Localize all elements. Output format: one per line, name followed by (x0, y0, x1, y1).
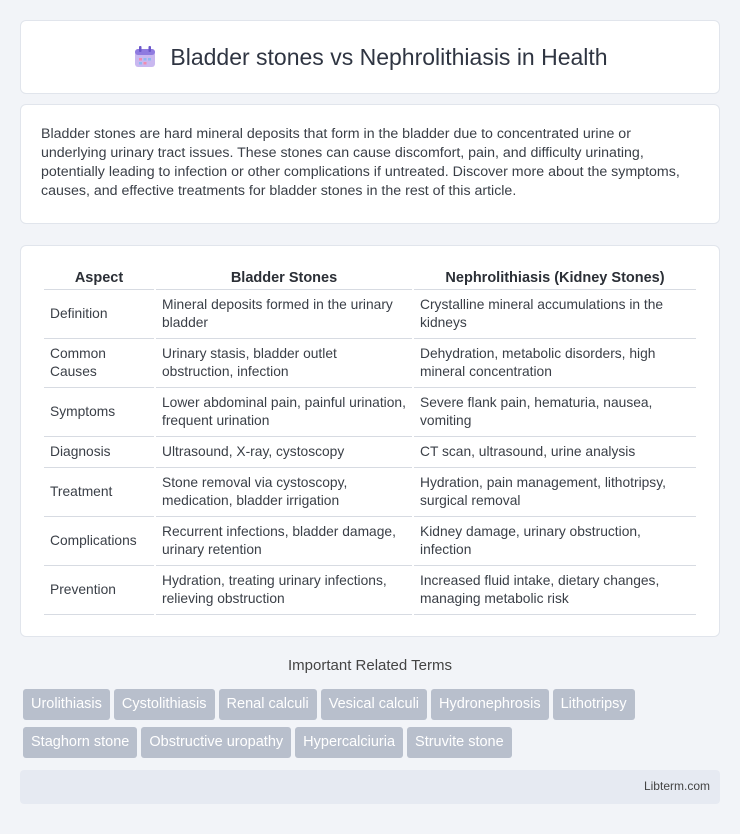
header-nephrolithiasis: Nephrolithiasis (Kidney Stones) (414, 264, 696, 290)
row-kidney: Kidney damage, urinary obstruction, infection (414, 517, 696, 566)
row-kidney: Severe flank pain, hematuria, nausea, vomiting (414, 388, 696, 437)
header-aspect: Aspect (44, 264, 154, 290)
title-card (20, 20, 720, 94)
tag-hypercalciuria[interactable]: Hypercalciuria (295, 727, 403, 758)
related-tags (23, 689, 723, 765)
intro-text: Bladder stones are hard mineral deposits that form in the bladder due to concentrated urine or underlying urinary tract issues. These stones can cause discomfort, pain, and difficulty urinating, potentially leading to infection or other complications if untreated. Discover more about the symptoms, causes, and effective treatments for bladder stones in the rest of this article. (41, 126, 680, 199)
row-bladder: Recurrent infections, bladder damage, urinary retention (156, 517, 412, 566)
footer (20, 770, 720, 804)
row-kidney: Crystalline mineral accumulations in the kidneys (414, 290, 696, 339)
tag-struvite-stone[interactable]: Struvite stone (407, 727, 512, 758)
comparison-table (42, 264, 698, 615)
header-bladder-stones: Bladder Stones (156, 264, 412, 290)
row-aspect: Prevention (44, 566, 154, 615)
row-bladder: Mineral deposits formed in the urinary bladder (156, 290, 412, 339)
table-row (44, 388, 696, 437)
table-row (44, 437, 696, 468)
row-bladder: Urinary stasis, bladder outlet obstruction, infection (156, 339, 412, 388)
tag-renal-calculi[interactable]: Renal calculi (219, 689, 317, 720)
tag-cystolithiasis[interactable]: Cystolithiasis (114, 689, 215, 720)
intro-card (20, 104, 720, 224)
table-row (44, 566, 696, 615)
row-bladder: Stone removal via cystoscopy, medication, bladder irrigation (156, 468, 412, 517)
tag-obstructive-uropathy[interactable]: Obstructive uropathy (141, 727, 291, 758)
tag-hydronephrosis[interactable]: Hydronephrosis (431, 689, 549, 720)
row-bladder: Ultrasound, X-ray, cystoscopy (156, 437, 412, 468)
row-aspect: Definition (44, 290, 154, 339)
table-row (44, 517, 696, 566)
related-terms-section (0, 657, 740, 674)
table-row (44, 290, 696, 339)
row-kidney: Increased fluid intake, dietary changes, managing metabolic risk (414, 566, 696, 615)
row-bladder: Lower abdominal pain, painful urination, frequent urination (156, 388, 412, 437)
row-kidney: Hydration, pain management, lithotripsy, surgical removal (414, 468, 696, 517)
row-bladder: Hydration, treating urinary infections, relieving obstruction (156, 566, 412, 615)
row-kidney: CT scan, ultrasound, urine analysis (414, 437, 696, 468)
table-row (44, 468, 696, 517)
calendar-icon (132, 44, 158, 70)
tag-vesical-calculi[interactable]: Vesical calculi (321, 689, 427, 720)
tag-urolithiasis[interactable]: Urolithiasis (23, 689, 110, 720)
comparison-table-card (20, 245, 720, 637)
page-title: Bladder stones vs Nephrolithiasis in Health (170, 43, 608, 70)
table-row (44, 339, 696, 388)
row-aspect: Treatment (44, 468, 154, 517)
tag-lithotripsy[interactable]: Lithotripsy (553, 689, 635, 720)
footer-site-link[interactable]: Libterm.com (643, 779, 710, 793)
row-aspect: Complications (44, 517, 154, 566)
row-aspect: Common Causes (44, 339, 154, 388)
row-aspect: Symptoms (44, 388, 154, 437)
row-aspect: Diagnosis (44, 437, 154, 468)
tag-staghorn-stone[interactable]: Staghorn stone (23, 727, 137, 758)
table-header-row (44, 264, 696, 290)
related-terms-heading: Important Related Terms (288, 657, 452, 674)
row-kidney: Dehydration, metabolic disorders, high mineral concentration (414, 339, 696, 388)
